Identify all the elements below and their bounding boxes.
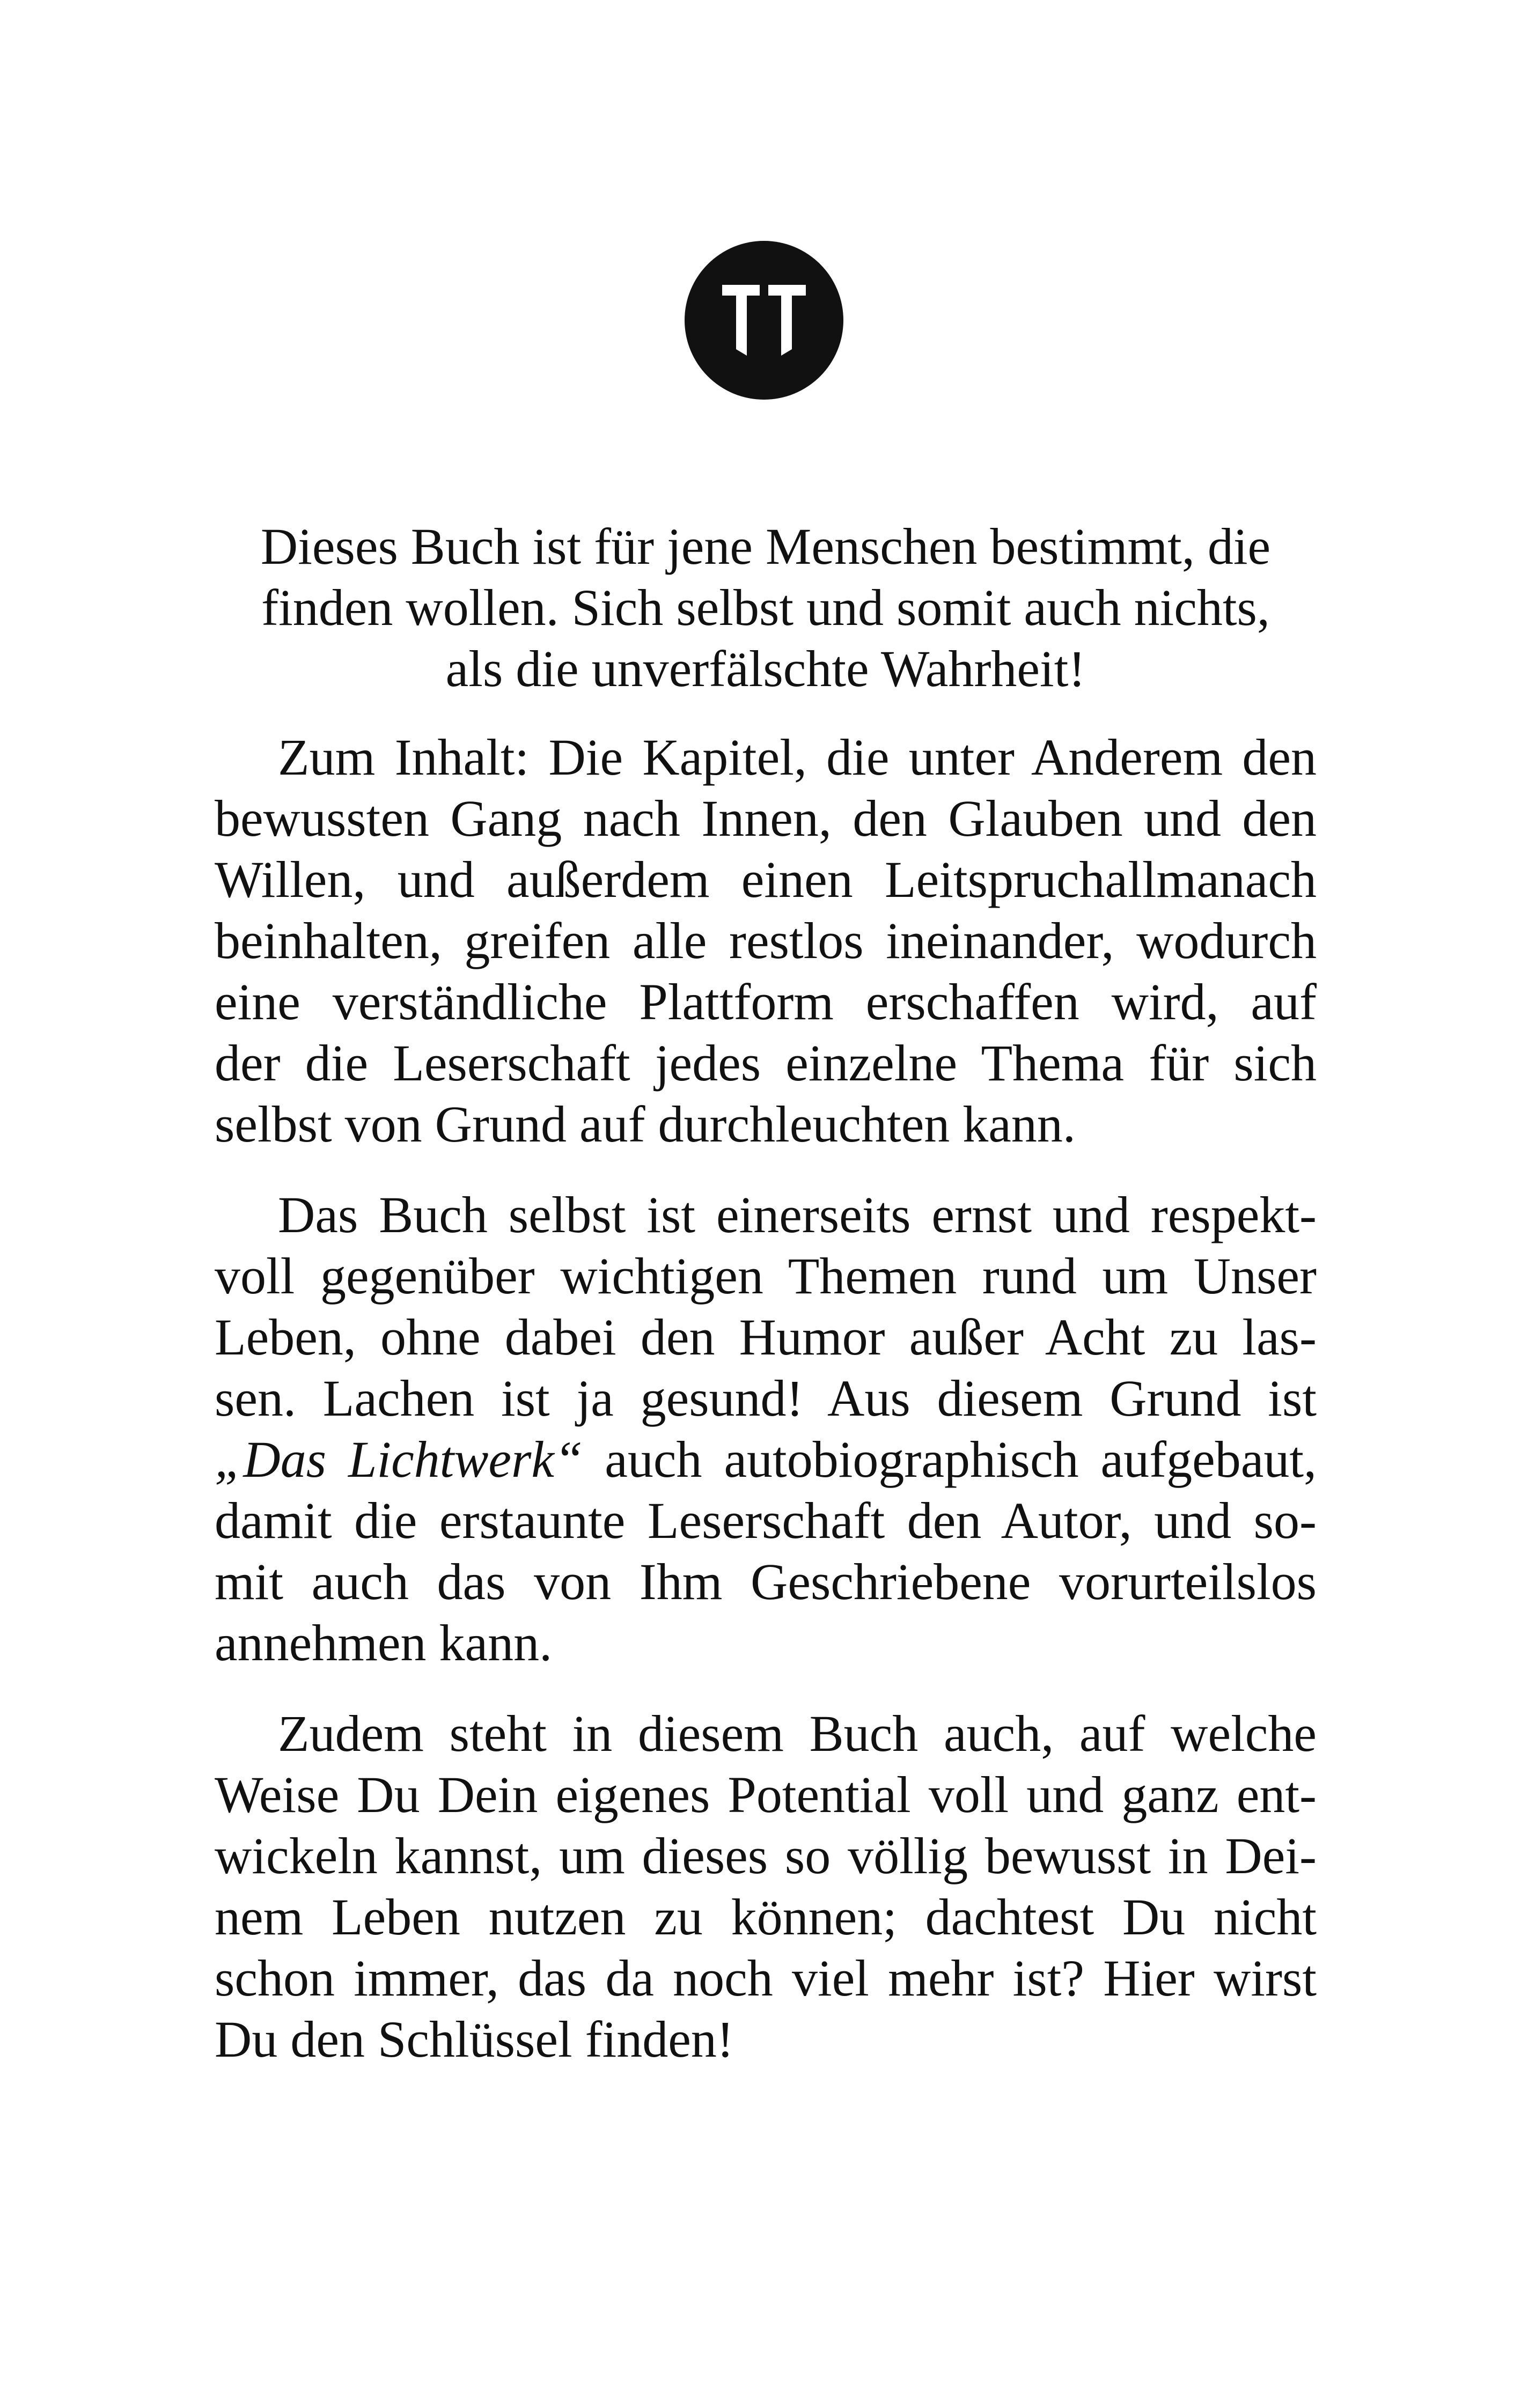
paragraph-style (215, 1184, 1317, 1674)
intro-line: finden wollen. Sich selbst und somit auch nichts, (261, 579, 1270, 636)
text-line: schon immer, das da noch viel mehr ist? Hier wirst (215, 1949, 1317, 2007)
text-line: der die Leserschaft jedes einzelne Thema für sich (215, 1034, 1317, 1092)
text-line: Zum Inhalt: Die Kapitel, die unter Anderem den (278, 728, 1317, 786)
text-fragment: auch autobiographisch aufgebaut, (583, 1431, 1317, 1488)
intro-text (215, 516, 1317, 699)
text-line: Willen, und außerdem einen Leitspruchallmanach (215, 851, 1317, 908)
publisher-logo-icon (685, 241, 843, 400)
text-line: Zudem steht in diesem Buch auch, auf welche (278, 1705, 1317, 1762)
intro-line: als die unverfälschte Wahrheit! (445, 640, 1086, 697)
text-line: mit auch das von Ihm Geschriebene vorurteilslos (215, 1553, 1317, 1610)
paragraph-potential (215, 1703, 1317, 2070)
text-line-with-title (215, 1429, 1317, 1490)
text-line: Weise Du Dein eigenes Potential voll und ganz ent- (215, 1766, 1317, 1823)
text-line: eine verständliche Plattform erschaffen wird, auf (215, 973, 1317, 1030)
text-line: Leben, ohne dabei den Humor außer Acht zu las- (215, 1308, 1317, 1366)
text-line: bewussten Gang nach Innen, den Glauben und den (215, 790, 1317, 847)
body-text (215, 727, 1317, 2100)
text-line: annehmen kann. (215, 1614, 553, 1671)
text-line: voll gegenüber wichtigen Themen rund um Unser (215, 1247, 1317, 1305)
text-line: wickeln kannst, um dieses so völlig bewusst in Dei- (215, 1827, 1317, 1884)
text-line: beinhalten, greifen alle restlos ineinander, wodurch (215, 912, 1317, 969)
intro-line: Dieses Buch ist für jene Menschen bestimmt, die (260, 518, 1271, 575)
text-line: Das Buch selbst ist einerseits ernst und respekt- (278, 1186, 1317, 1243)
text-line: sen. Lachen ist ja gesund! Aus diesem Grund ist (215, 1369, 1317, 1427)
text-line: selbst von Grund auf durchleuchten kann. (215, 1095, 1076, 1153)
text-line: nem Leben nutzen zu können; dachtest Du nicht (215, 1888, 1317, 1946)
paragraph-content (215, 727, 1317, 1155)
text-line: Du den Schlüssel finden! (215, 2011, 734, 2068)
text-line: damit die erstaunte Leserschaft den Autor, und so- (215, 1492, 1317, 1549)
book-title: „Das Lichtwerk“ (215, 1431, 583, 1488)
